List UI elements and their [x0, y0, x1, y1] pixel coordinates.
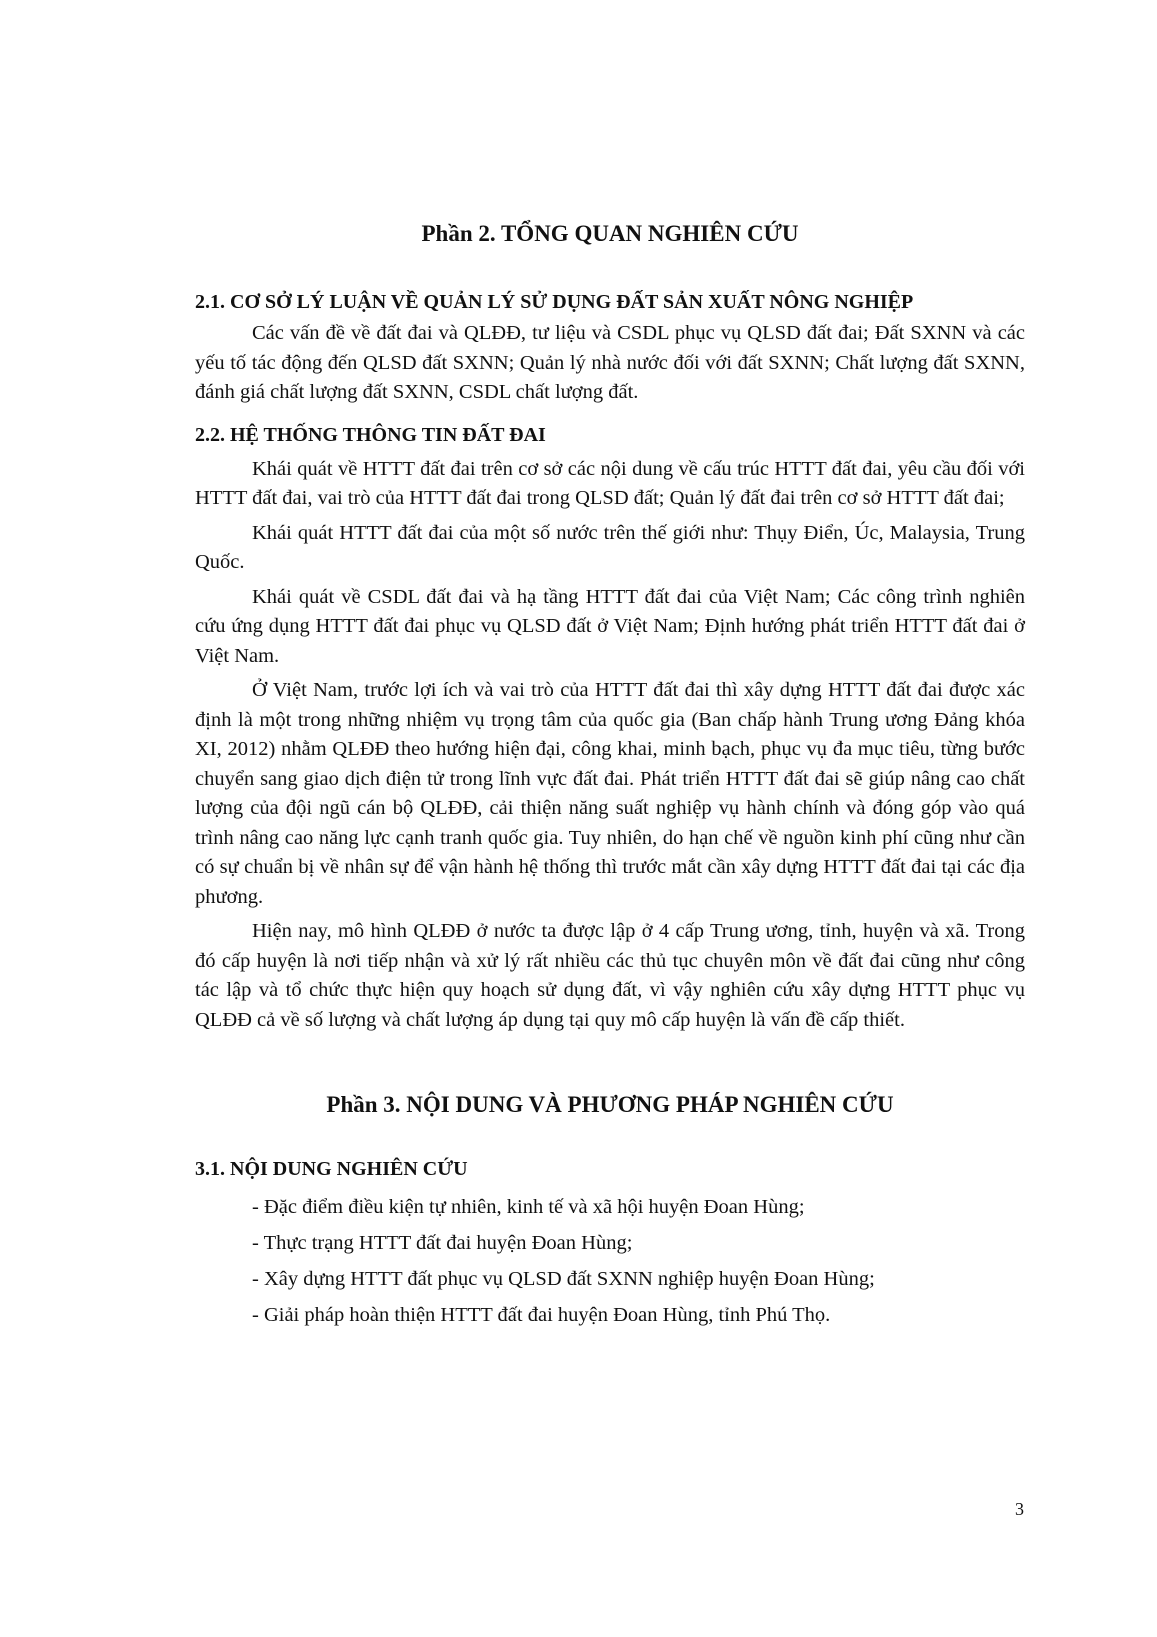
section-2-1: [195, 288, 1025, 408]
section-2-2-paragraph: Khái quát về CSDL đất đai và hạ tầng HTTT đất đai của Việt Nam; Các công trình nghiên cứu ứng dụng HTTT đất đai phục vụ QLSD đất ở Việt Nam; Định hướng phát triển HTTT đất đai ở Việt Nam.: [195, 585, 1025, 667]
section-2-2-paragraph: Khái quát HTTT đất đai của một số nước trên thế giới như: Thụy Điển, Úc, Malaysia, Trung Quốc.: [195, 521, 1025, 573]
research-content-list: [195, 1193, 1025, 1331]
list-item: - Đặc điểm điều kiện tự nhiên, kinh tế và xã hội huyện Đoan Hùng;: [252, 1196, 805, 1218]
section-2-2-paragraph: Hiện nay, mô hình QLĐĐ ở nước ta được lập ở 4 cấp Trung ương, tỉnh, huyện và xã. Trong đó cấp huyện là nơi tiếp nhận và xử lý rất nhiều các thủ tục chuyên môn về đất đai cũng như công tác lập và tổ chức thực hiện quy hoạch sử dụng đất, vì vậy nghiên cứu xây dựng HTTT phục vụ QLĐĐ cả về số lượng và chất lượng áp dụng tại quy mô cấp huyện là vấn đề cấp thiết.: [195, 920, 1025, 1031]
part-3-title: Phần 3. NỘI DUNG VÀ PHƯƠNG PHÁP NGHIÊN CỨU: [326, 1092, 894, 1117]
list-item: - Xây dựng HTTT đất phục vụ QLSD đất SXNN nghiệp huyện Đoan Hùng;: [252, 1268, 875, 1290]
section-3-1-heading: 3.1. NỘI DUNG NGHIÊN CỨU: [195, 1158, 468, 1180]
document-page: [195, 218, 1025, 1337]
list-item: - Thực trạng HTTT đất đai huyện Đoan Hùng;: [252, 1232, 633, 1254]
part-2-title: Phần 2. TỔNG QUAN NGHIÊN CỨU: [421, 221, 799, 246]
section-3-1: [195, 1155, 1025, 1331]
section-2-1-paragraph: Các vấn đề về đất đai và QLĐĐ, tư liệu và CSDL phục vụ QLSD đất đai; Đất SXNN và các yếu tố tác động đến QLSD đất SXNN; Quản lý nhà nước đối với đất SXNN; Chất lượng đất SXNN, đánh giá chất lượng đất SXNN, CSDL chất lượng đất.: [195, 322, 1025, 403]
section-2-2-paragraph: Khái quát về HTTT đất đai trên cơ sở các nội dung về cấu trúc HTTT đất đai, yêu cầu đối với HTTT đất đai, vai trò của HTTT đất đai trong QLSD đất; Quản lý đất đai trên cơ sở HTTT đất đai;: [195, 457, 1025, 509]
section-2-2-heading: 2.2. HỆ THỐNG THÔNG TIN ĐẤT ĐAI: [195, 423, 546, 446]
section-2-2: [195, 421, 1025, 1036]
page-number: 3: [1015, 1499, 1024, 1519]
section-2-2-paragraph: Ở Việt Nam, trước lợi ích và vai trò của HTTT đất đai thì xây dựng HTTT đất đai được xác định là một trong những nhiệm vụ trọng tâm của quốc gia (Ban chấp hành Trung ương Đảng khóa XI, 2012) nhằm QLĐĐ theo hướng hiện đại, công khai, minh bạch, phục vụ đa mục tiêu, từng bước chuyển sang giao dịch điện tử trong lĩnh vực đất đai. Phát triển HTTT đất đai sẽ giúp nâng cao chất lượng của đội ngũ cán bộ QLĐĐ, cải thiện năng suất nghiệp vụ hành chính và đóng góp vào quá trình nâng cao năng lực cạnh tranh quốc gia. Tuy nhiên, do hạn chế về nguồn kinh phí cũng như cần có sự chuẩn bị về nhân sự để vận hành hệ thống thì trước mắt cần xây dựng HTTT đất đai tại các địa phương.: [195, 679, 1025, 908]
section-2-1-heading: 2.1. CƠ SỞ LÝ LUẬN VỀ QUẢN LÝ SỬ DỤNG ĐẤT SẢN XUẤT NÔNG NGHIỆP: [195, 291, 914, 313]
list-item: - Giải pháp hoàn thiện HTTT đất đai huyện Đoan Hùng, tỉnh Phú Thọ.: [252, 1304, 831, 1326]
